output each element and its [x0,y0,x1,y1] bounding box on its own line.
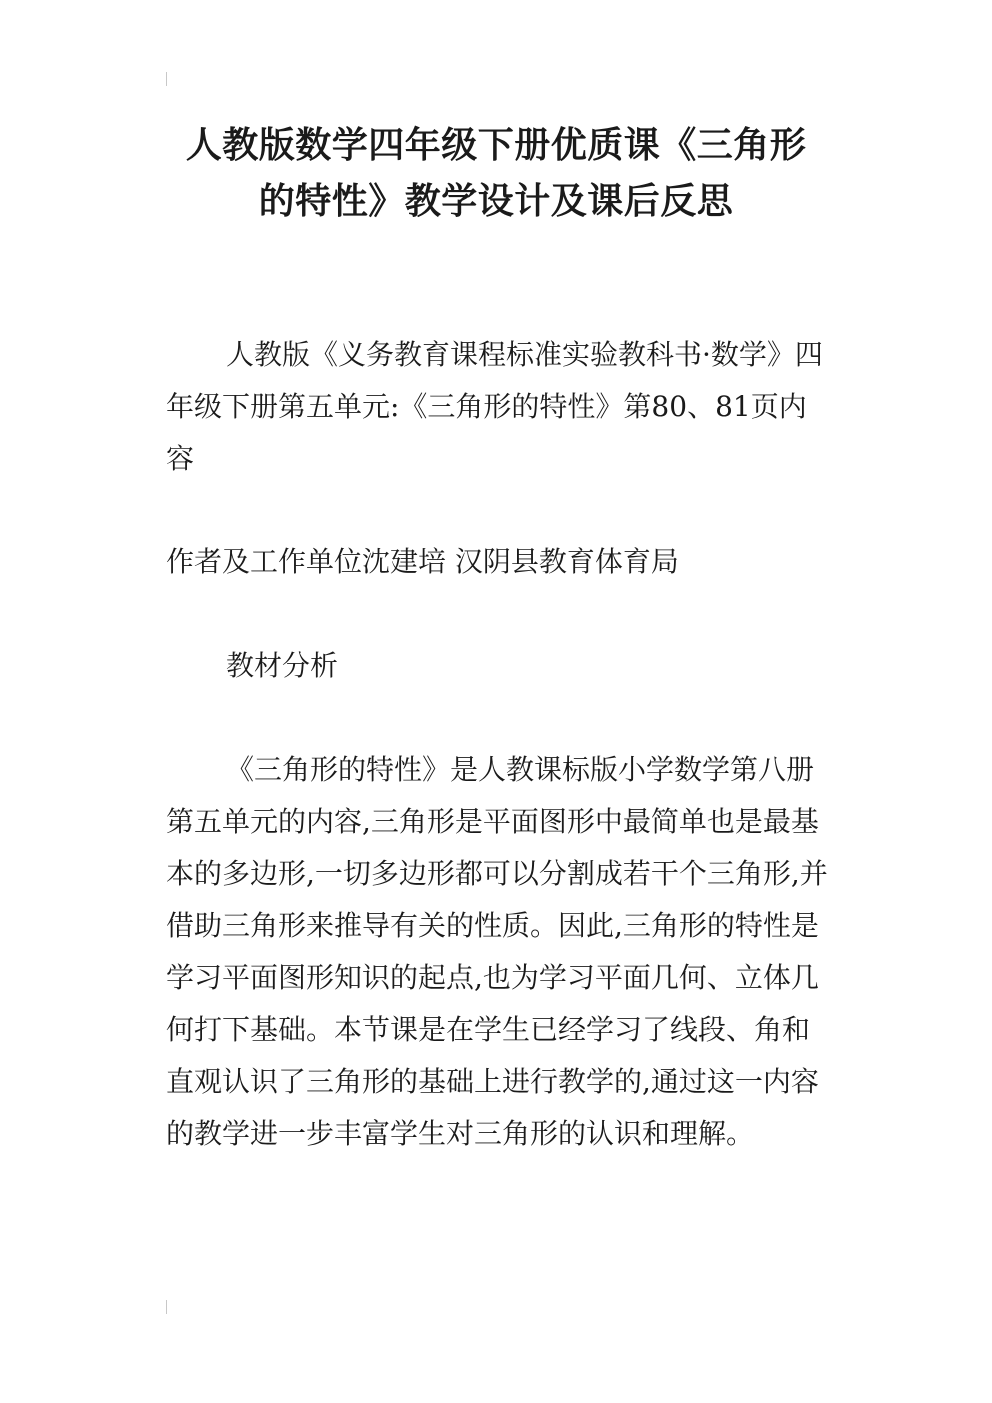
analysis-paragraph: 《三角形的特性》是人教课标版小学数学第八册第五单元的内容,三角形是平面图形中最简单也是最基本的多边形,一切多边形都可以分割成若干个三角形,并借助三角形来推导有关的性质。因此,三角形的特性是学习平面图形知识的起点,也为学习平面几何、立体几何打下基础。本节课是在学生已经学习了线段、角和直观认识了三角形的基础上进行教学的,通过这一内容的教学进一步丰富学生对三角形的认识和理解。 [166,753,828,1150]
title-line-2: 的特性》教学设计及课后反思 [258,181,734,222]
textbook-info-paragraph: 人教版《义务教育课程标准实验教科书·数学》四年级下册第五单元:《三角形的特性》第80、81页内容 [166,338,823,475]
title-line-1: 人教版数学四年级下册优质课《三角形 [185,125,807,166]
crop-mark-bottom [166,1300,167,1314]
crop-mark-top [166,72,167,86]
author-info-paragraph: 作者及工作单位沈建培 汉阴县教育体育局 [166,545,679,578]
document-title [150,118,842,230]
section-heading: 教材分析 [226,649,339,682]
